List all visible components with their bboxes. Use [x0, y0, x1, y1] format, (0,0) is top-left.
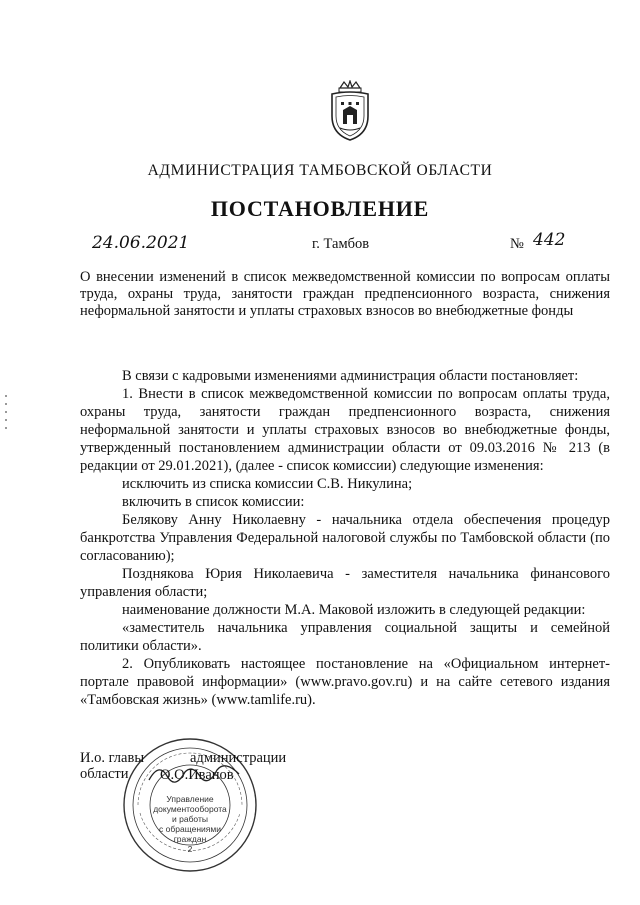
- stamp-line: граждан: [173, 834, 207, 844]
- scan-edge-marks: [5, 395, 7, 435]
- tambov-coat-of-arms-icon: [326, 80, 374, 142]
- document-number: 442: [533, 230, 566, 250]
- new-title-paragraph: «заместитель начальника управления социальной защиты и семейной политики области».: [80, 620, 610, 654]
- person-1-paragraph: Белякову Анну Николаевну - начальника отдела обеспечения процедур банкротства Управления Федеральной налоговой службы по Тамбовской области (по согласованию);: [80, 512, 610, 564]
- item-2-paragraph: 2. Опубликовать настоящее постановление на «Официальном интернет-портале правовой информации» (www.pravo.gov.ru) и на сайте сетевого издания «Тамбовская жизнь» (www.tamlife.ru).: [80, 656, 610, 708]
- person-2-paragraph: Позднякова Юрия Николаевича - заместителя начальника финансового управления области;: [80, 566, 610, 600]
- signatory-title: [80, 750, 144, 782]
- signatory-name: О.О.Иванов: [160, 767, 234, 783]
- stamp-line: 2: [187, 844, 193, 854]
- document-city: г. Тамбов: [312, 236, 370, 252]
- rename-paragraph: наименование должности М.А. Маковой изложить в следующей редакции:: [122, 602, 586, 618]
- document-subject: О внесении изменений в список межведомственной комиссии по вопросам оплаты труда, охраны труда, занятости граждан предпенсионного возраста, снижения неформальной занятости и уплаты страховых взносов во внебюджетные фонды: [80, 269, 610, 319]
- number-sign: №: [510, 236, 524, 252]
- stamp-line: Управление: [166, 794, 214, 804]
- signatory-title-line-2: области: [80, 766, 129, 782]
- include-paragraph: включить в список комиссии:: [122, 494, 305, 510]
- stamp-line: с обращениями: [159, 824, 221, 834]
- stamp-text: [152, 794, 228, 854]
- item-1-paragraph: 1. Внести в список межведомственной комиссии по вопросам оплаты труда, охраны труда, занятости граждан предпенсионного возраста, снижения неформальной занятости и уплаты страховых взносов во внебюджетные фонды, утвержденный постановлением администрации области от 09.03.2016 № 213 (в редакции от 29.01.2021), (далее - список комиссии) следующие изменения:: [80, 386, 610, 474]
- document-type-title: ПОСТАНОВЛЕНИЕ: [210, 196, 430, 221]
- stamp-line: и работы: [172, 814, 208, 824]
- signatory-title-line-1: И.о. главы: [80, 750, 145, 766]
- intro-paragraph: В связи с кадровыми изменениями администрация области постановляет:: [122, 368, 579, 384]
- exclude-paragraph: исключить из списка комиссии С.В. Никулина;: [122, 476, 413, 492]
- document-date: 24.06.2021: [92, 233, 190, 253]
- document-body: [80, 367, 610, 709]
- signatory-title-continuation: администрации: [190, 750, 287, 766]
- stamp-line: документооборота: [153, 804, 227, 814]
- handwritten-signature-icon: [145, 758, 245, 788]
- organization-name: АДМИНИСТРАЦИЯ ТАМБОВСКОЙ ОБЛАСТИ: [147, 162, 493, 179]
